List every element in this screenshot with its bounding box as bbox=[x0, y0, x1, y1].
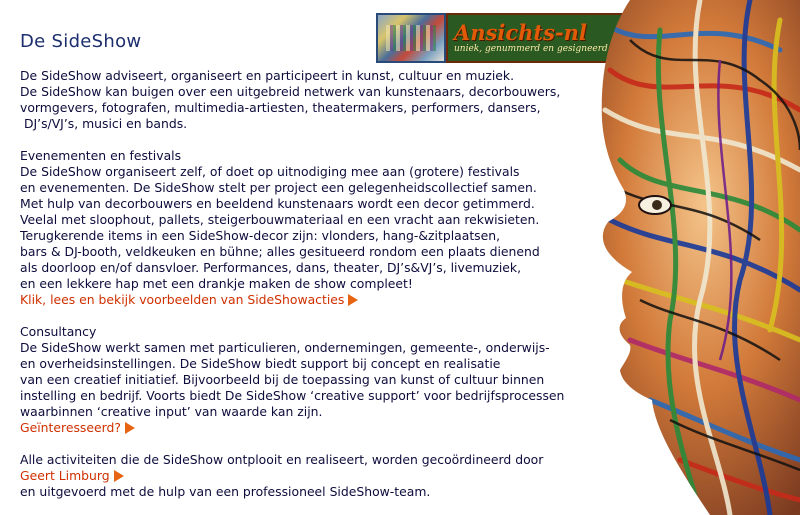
painted-face-image bbox=[560, 0, 800, 515]
banner-logo-tagline: uniek, genummerd en gesigneerd bbox=[454, 44, 608, 54]
events-line: als doorloop en/of dansvloer. Performances, dans, theater, DJ’s&VJ’s, livemuziek, bbox=[20, 260, 522, 275]
events-line: en een lekkere hap met een drankje maken de show compleet! bbox=[20, 276, 413, 291]
sideshow-actions-link[interactable] bbox=[20, 292, 358, 308]
interested-link[interactable] bbox=[20, 420, 135, 436]
consultancy-line: waarbinnen ‘creative input’ van waarde kan zijn. bbox=[20, 404, 323, 419]
interested-link-label: Geïnteresseerd? bbox=[20, 420, 121, 435]
events-line: bars & DJ-booth, veldkeuken en bühne; alles gesitueerd rondom een plaats dienend bbox=[20, 244, 540, 259]
sideshow-actions-link-label: Klik, lees en bekijk voorbeelden van SideShowacties bbox=[20, 292, 345, 307]
consultancy-line: De SideShow werkt samen met particulieren, ondernemingen, gemeente-, onderwijs- bbox=[20, 340, 550, 355]
consultancy-line: van een creatief initiatief. Bijvoorbeeld bij de toepassing van kunst of cultuur binnen bbox=[20, 372, 545, 387]
triangle-right-icon bbox=[348, 294, 358, 306]
page-title: De SideShow bbox=[20, 31, 142, 52]
events-line: Met hulp van decorbouwers en beeldend kunstenaars wordt een decor getimmerd. bbox=[20, 196, 535, 211]
triangle-right-icon bbox=[125, 422, 135, 434]
consultancy-line: en overheidsinstellingen. De SideShow biedt support bij concept en realisatie bbox=[20, 356, 501, 371]
geert-limburg-link[interactable] bbox=[20, 468, 124, 484]
events-line: Veelal met sloophout, pallets, steigerbouwmateriaal en een vracht aan rekwisieten. bbox=[20, 212, 540, 227]
closing-text: Alle activiteiten die de SideShow ontplooit en realiseert, worden gecoördineerd door bbox=[20, 452, 544, 467]
events-line: De SideShow organiseert zelf, of doet op uitnodiging mee aan (grotere) festivals bbox=[20, 164, 520, 179]
triangle-right-icon bbox=[114, 470, 124, 482]
events-heading: Evenementen en festivals bbox=[20, 148, 182, 163]
intro-line: vormgevers, fotografen, multimedia-artiesten, theatermakers, performers, dansers, bbox=[20, 100, 541, 115]
events-line: en evenementen. De SideShow stelt per project een gelegenheidscollectief samen. bbox=[20, 180, 537, 195]
events-line: Terugkerende items in een SideShow-decor zijn: vlonders, hang-&zitplaatsen, bbox=[20, 228, 501, 243]
consultancy-line: instelling en bedrijf. Voorts biedt De SideShow ‘creative support’ voor bedrijfsprocessen bbox=[20, 388, 565, 403]
intro-line: DJ’s/VJ’s, musici en bands. bbox=[20, 116, 188, 131]
painted-face-graphic bbox=[560, 0, 800, 515]
intro-line: De SideShow kan buigen over een uitgebreid netwerk van kunstenaars, decorbouwers, bbox=[20, 84, 561, 99]
intro-line: De SideShow adviseert, organiseert en participeert in kunst, cultuur en muziek. bbox=[20, 68, 515, 83]
main-content bbox=[20, 68, 580, 500]
consultancy-heading: Consultancy bbox=[20, 324, 97, 339]
geert-limburg-link-label: Geert Limburg bbox=[20, 468, 110, 483]
banner-photo bbox=[376, 13, 446, 63]
closing-line: en uitgevoerd met de hulp van een professioneel SideShow-team. bbox=[20, 484, 431, 499]
banner-logo-name: Ansichts-nl bbox=[454, 20, 587, 45]
